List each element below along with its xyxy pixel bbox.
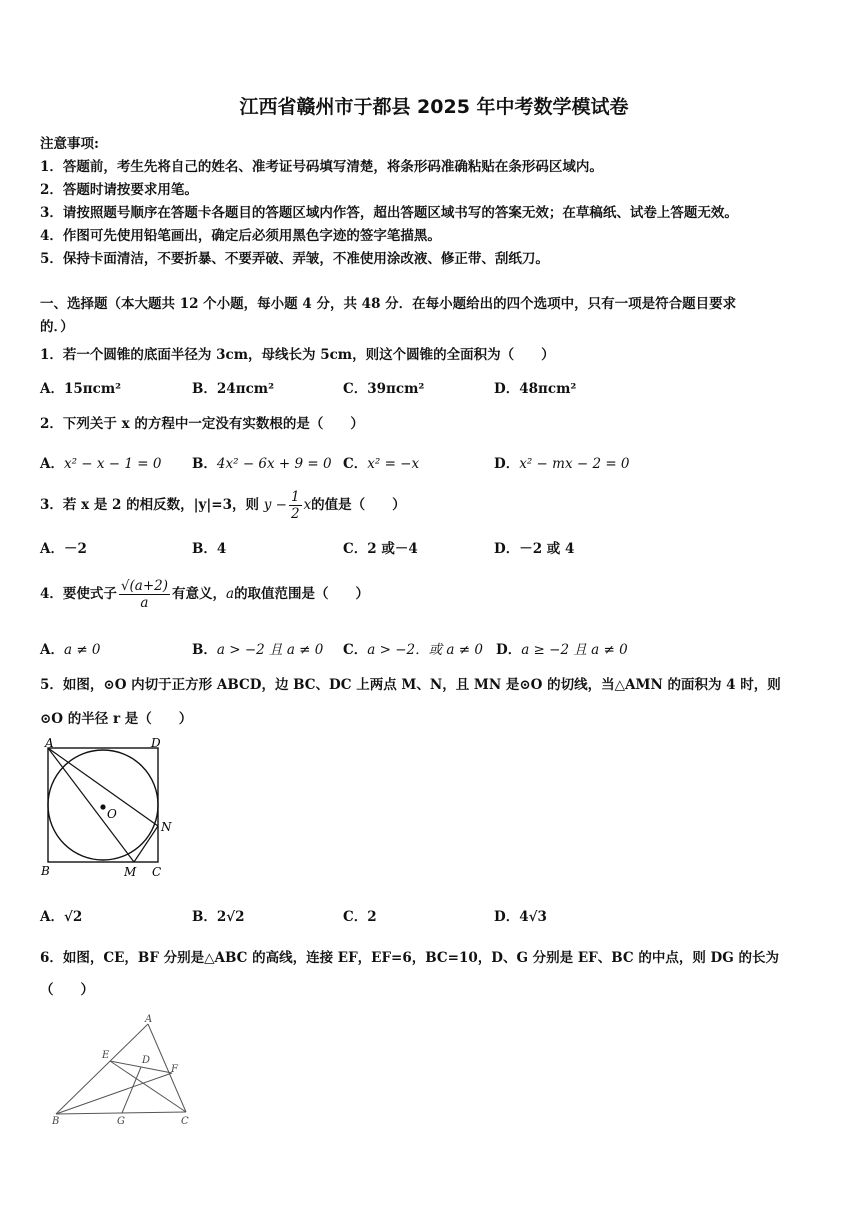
q6-stem-line2: （ ） <box>40 982 94 998</box>
notice-item-5: 5．保持卡面清洁，不要折暴、不要弄破、弄皱，不准使用涂改液、修正带、刮纸刀。 <box>40 251 549 267</box>
q3-frac-num: 1 <box>290 489 300 505</box>
q2-option-c <box>343 452 419 472</box>
q4-stem-mid: 有意义， <box>172 586 226 602</box>
q2-option-b-expr: 4x² − 6x + 9 = 0 <box>216 456 332 472</box>
q1-options <box>40 377 840 397</box>
q6-label-e: E <box>102 1050 110 1061</box>
section-header-line2: 的．） <box>40 319 74 335</box>
q6-label-b: B <box>52 1116 60 1127</box>
q4-var: a <box>226 586 235 602</box>
q6-label-f: F <box>171 1064 178 1075</box>
q4-option-d <box>496 638 628 658</box>
q5-figure <box>36 736 186 882</box>
q2-option-a <box>40 452 161 472</box>
q2-option-d-expr: x² − mx − 2 = 0 <box>519 456 630 472</box>
q4-stem-post: 的取值范围是（ ） <box>234 586 370 602</box>
q6-label-a: A <box>145 1014 153 1025</box>
q6-line-ab <box>56 1024 151 1114</box>
q6-figure <box>44 1012 204 1127</box>
q4-option-a-label: A． <box>40 642 64 658</box>
q3-frac-den: 2 <box>290 506 300 522</box>
q3-fraction <box>289 489 302 522</box>
q3-option-a: A．－2 <box>40 541 87 557</box>
q1-stem: 1．若一个圆锥的底面半径为 3cm，母线长为 5cm，则这个圆锥的全面积为（ ） <box>40 347 555 363</box>
q2-option-b <box>192 452 332 472</box>
q3-expr-x: x <box>303 497 312 513</box>
q5-label-a: A <box>45 736 54 750</box>
q5-options <box>40 905 840 925</box>
q2-options <box>40 452 840 472</box>
q3-option-c: C．2 或－4 <box>343 541 418 557</box>
q2-option-b-label: B． <box>192 456 217 472</box>
q5-option-a: A．√2 <box>40 909 83 925</box>
notice-item-3: 3．请按照题号顺序在答题卡各题目的答题区域内作答，超出答题区域书写的答案无效；在草稿纸、试卷上答题无效。 <box>40 205 738 221</box>
q3-options <box>40 537 840 557</box>
q5-option-c: C．2 <box>343 909 377 925</box>
q4-option-d-label: D． <box>496 642 522 658</box>
q5-line-mn <box>134 826 158 862</box>
q4-option-b <box>192 638 323 658</box>
q4-frac-num: √(a+2) <box>120 578 168 594</box>
q5-label-o: O <box>107 807 117 821</box>
q6-label-g: G <box>117 1116 125 1127</box>
q2-option-d <box>494 452 630 472</box>
notice-heading: 注意事项: <box>40 136 99 152</box>
q4-stem-pre: 4．要使式子 <box>40 586 117 602</box>
q2-option-c-expr: x² = −x <box>367 456 420 472</box>
q2-stem: 2．下列关于 x 的方程中一定没有实数根的是（ ） <box>40 416 364 432</box>
q5-option-b: B．2√2 <box>192 909 245 925</box>
q5-center-dot <box>100 804 105 809</box>
q2-option-c-label: C． <box>343 456 368 472</box>
q5-label-c: C <box>152 865 162 879</box>
q4-option-c-label: C． <box>343 642 368 658</box>
notice-item-2: 2．答题时请按要求用笔。 <box>40 182 198 198</box>
q5-stem-line1: 5．如图，⊙O 内切于正方形 ABCD，边 BC、DC 上两点 M、N，且 MN 是⊙O 的切线，当△AMN 的面积为 4 时，则 <box>40 677 781 693</box>
q2-option-d-label: D． <box>494 456 520 472</box>
notice-item-4: 4．作图可先使用铅笔画出，确定后必须用黑色字迹的签字笔描黑。 <box>40 228 441 244</box>
q3-stem-post: 的值是（ ） <box>311 497 406 513</box>
q5-label-n: N <box>161 820 172 834</box>
q5-stem-line2: ⊙O 的半径 r 是（ ） <box>40 711 193 727</box>
q5-label-m: M <box>124 865 137 879</box>
q4-option-a <box>40 638 101 658</box>
q3-stem-pre: 3．若 x 是 2 的相反数，|y|=3，则 <box>40 497 260 513</box>
q4-option-b-label: B． <box>192 642 217 658</box>
q5-line-am <box>48 748 134 862</box>
q1-option-b: B．24πcm² <box>192 381 274 397</box>
q4-fraction <box>119 578 170 611</box>
q3-option-d: D．－2 或 4 <box>494 541 575 557</box>
q4-frac-den: a <box>140 595 149 611</box>
q6-line-bc <box>56 1112 186 1114</box>
q4-option-a-expr: a ≠ 0 <box>63 642 101 658</box>
section-header-line1: 一、选择题（本大题共 12 个小题，每小题 4 分，共 48 分．在每小题给出的四个选项中，只有一项是符合题目要求 <box>40 296 737 312</box>
q2-option-a-expr: x² − x − 1 = 0 <box>63 456 162 472</box>
q5-label-b: B <box>41 864 50 878</box>
q6-stem-line1: 6．如图，CE，BF 分别是△ABC 的高线，连接 EF，EF=6，BC=10，D、G 分别是 EF、BC 的中点，则 DG 的长为 <box>40 950 779 966</box>
q3-option-b: B．4 <box>192 541 227 557</box>
q4-option-c-expr: a > −2．或 a ≠ 0 <box>367 642 483 658</box>
q1-option-d: D．48πcm² <box>494 381 577 397</box>
q4-option-b-expr: a > −2 且 a ≠ 0 <box>216 642 324 658</box>
q6-label-c: C <box>181 1116 189 1127</box>
q5-label-d: D <box>151 736 161 750</box>
exam-title: 江西省赣州市于都县 2025 年中考数学模试卷 <box>239 96 629 118</box>
q5-option-d: D．4√3 <box>494 909 547 925</box>
q1-option-c: C．39πcm² <box>343 381 425 397</box>
notice-item-1: 1．答题前，考生先将自己的姓名、准考证号码填写清楚，将条形码准确粘贴在条形码区域内。 <box>40 159 603 175</box>
q2-option-a-label: A． <box>40 456 64 472</box>
q6-line-bf <box>56 1073 172 1114</box>
q4-options <box>40 638 840 658</box>
q3-expr-y: y − <box>263 497 287 513</box>
q4-option-d-expr: a ≥ −2 且 a ≠ 0 <box>521 642 628 658</box>
q6-label-d: D <box>142 1055 151 1066</box>
q3-stem <box>40 485 406 525</box>
q4-stem <box>40 574 369 614</box>
q5-line-an <box>48 748 158 826</box>
q1-option-a: A．15πcm² <box>40 381 122 397</box>
q4-option-c <box>343 638 483 658</box>
